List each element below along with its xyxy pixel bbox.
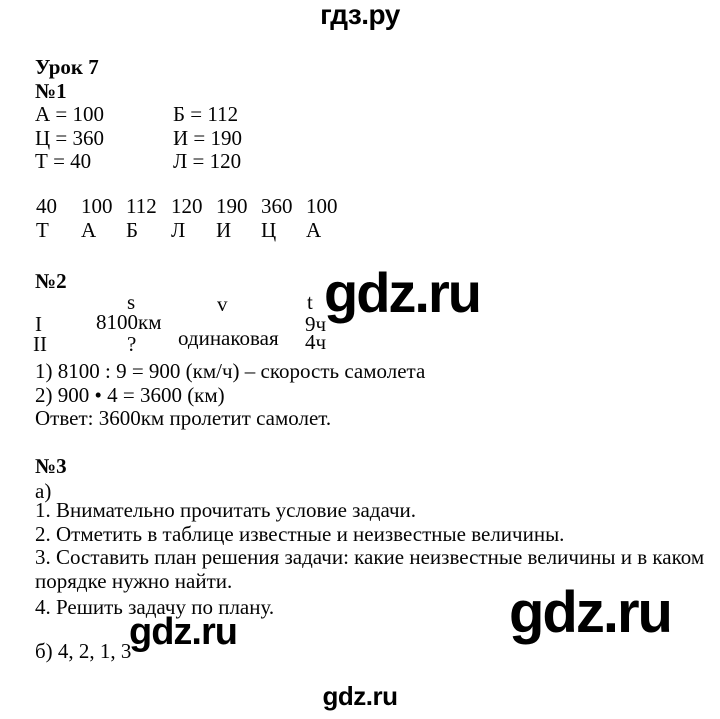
row2-label: II [33,332,47,356]
decode-letter: Л [171,217,186,242]
letter-value-row [35,127,242,151]
gdz-watermark: gdz.ru [509,580,671,645]
task3-part-b-answer: б) 4, 2, 1, 3 [35,639,132,663]
plan-step: 1. Внимательно прочитать условие задачи. [35,498,417,522]
task1-letter-values [35,103,242,174]
plan-step: 4. Решить задачу по плану. [35,595,275,619]
decode-letter: А [306,217,322,242]
solution-step: 2) 900 • 4 = 3600 (км) [35,382,225,407]
letter-value-row [35,103,242,127]
gdz-watermark: gdz.ru [129,611,237,653]
decode-letter: Т [36,217,49,242]
letter-value: Т = 40 [35,149,92,173]
column-header-t: t [307,290,313,314]
row2-distance: ? [127,332,137,356]
column-header-v: v [217,292,228,316]
letter-value: Ц = 360 [35,125,105,150]
solution-step: 1) 8100 : 9 = 900 (км/ч) – скорость самолета [35,359,426,383]
letter-value: Л = 120 [173,149,242,173]
task2-solution [35,360,425,431]
row2-time: 4ч [305,330,327,354]
decode-number: 190 [216,194,248,218]
letter-value: И = 190 [173,125,243,150]
site-header-brand: гдз.ру [320,0,400,30]
site-footer-brand: gdz.ru [322,681,398,711]
decode-letter: И [216,217,232,242]
letter-value: Б = 112 [173,102,239,126]
decode-number: 112 [126,194,157,218]
plan-step: 2. Отметить в таблице известные и неизвестные величины. [35,521,565,546]
decode-letters-row [36,219,351,243]
shared-speed-value: одинаковая [178,326,279,350]
decode-number: 100 [81,194,113,218]
row1-label: I [35,312,42,336]
column-header-s: s [127,290,136,314]
task3-part-a-label: а) [35,479,52,503]
decode-number: 360 [261,194,293,218]
task2-label: №2 [35,269,67,293]
decode-numbers-row [36,195,351,219]
gdz-watermark: gdz.ru [324,261,480,324]
row1-time: 9ч [305,312,327,336]
lesson-title: Урок 7 [35,55,99,79]
decode-letter: А [81,217,97,242]
letter-value: А = 100 [35,102,105,126]
answer-line: Ответ: 3600км пролетит самолет. [35,406,332,430]
letter-value-row [35,150,242,174]
task3-label: №3 [35,454,67,478]
decode-letter: Ц [261,217,277,242]
row1-distance: 8100км [96,310,162,334]
decode-number: 120 [171,194,203,218]
task1-label: №1 [35,79,67,103]
decode-number: 40 [36,194,57,218]
decode-letter: Б [126,217,139,242]
decode-number: 100 [306,194,338,218]
task1-decode-table [36,195,351,242]
plan-step: 3. Составить план решения задачи: какие неизвестные величины и в каком порядке нужно найти. [35,545,705,593]
